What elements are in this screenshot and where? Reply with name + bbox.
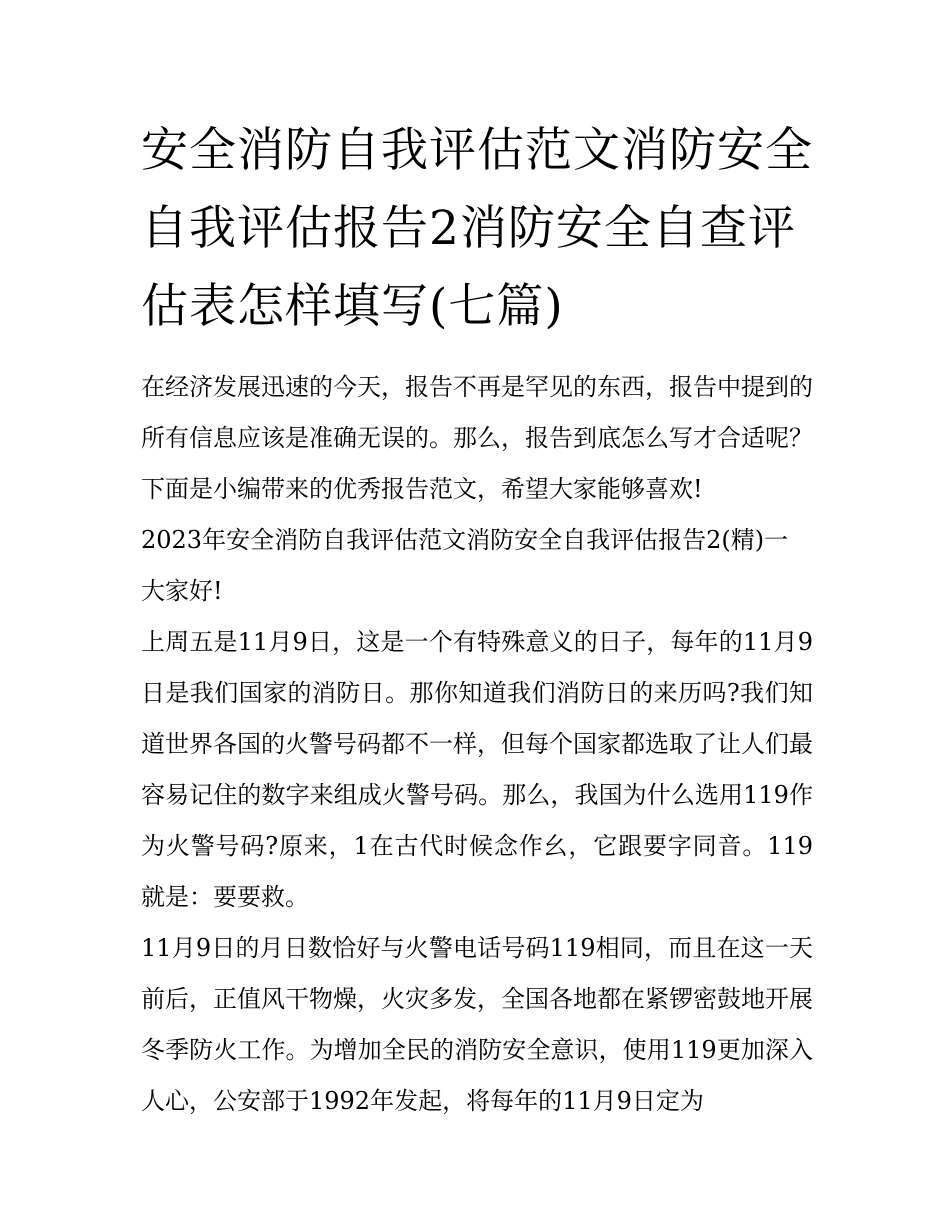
paragraph-greeting: 大家好! — [141, 577, 223, 605]
paragraph-fire-day: 上周五是11月9日，这是一个有特殊意义的日子，每年的11月9日是我们国家的消防日。那你知道我们消防日的来历吗?我们知道世界各国的火警号码都不一样，但每个国家都选取了让人们最容易记住的数字来组成火警号码。那么，我国为什么选用119作为火警号码?原来，1在古代时候念作幺，它跟要字同音。119就是：要要救。 — [141, 628, 813, 911]
document-body — [141, 362, 813, 1127]
paragraph-119-origin: 11月9日的月日数恰好与火警电话号码119相同，而且在这一天前后，正值风干物燥，火灾多发，全国各地都在紧锣密鼓地开展冬季防火工作。为增加全民的消防安全意识，使用119更加深入人心，公安部于1992年发起，将每年的11月9日定为 — [141, 934, 813, 1115]
document-page — [141, 112, 813, 1127]
document-title: 安全消防自我评估范文消防安全自我评估报告2消防安全自查评估表怎样填写(七篇) — [141, 123, 813, 334]
paragraph-heading: 2023年安全消防自我评估范文消防安全自我评估报告2(精)一 — [141, 526, 789, 554]
paragraph-intro: 在经济发展迅速的今天，报告不再是罕见的东西，报告中提到的所有信息应该是准确无误的。那么，报告到底怎么写才合适呢？下面是小编带来的优秀报告范文，希望大家能够喜欢! — [141, 373, 813, 503]
